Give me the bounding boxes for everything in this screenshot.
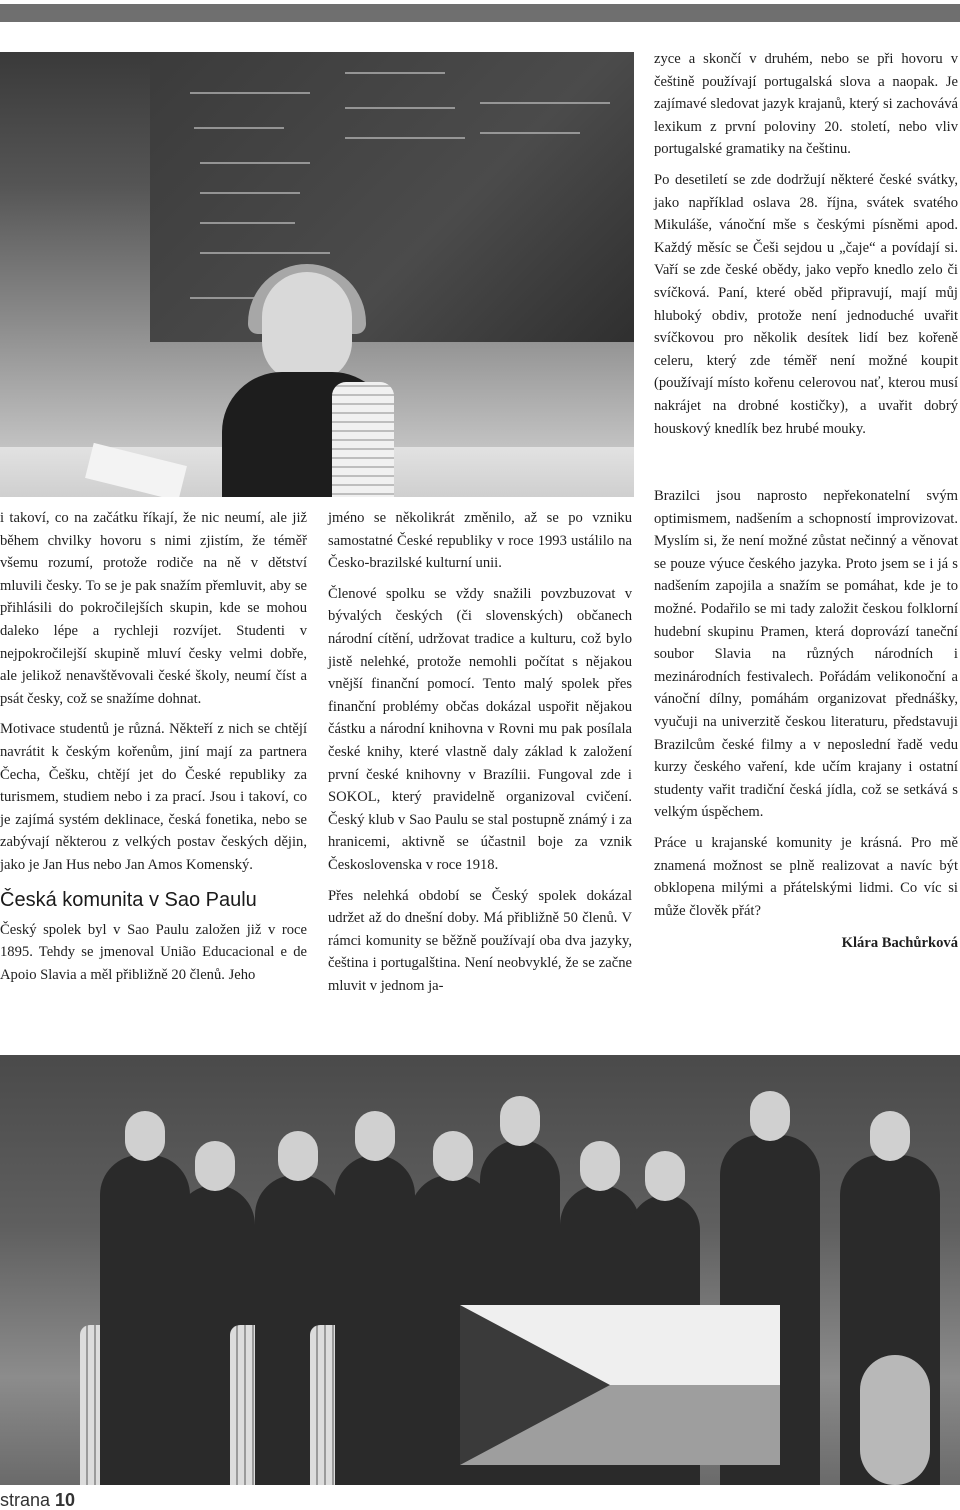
paragraph: Český spolek byl v Sao Paulu založen již v roce 1895. Tehdy se jmenoval União Educacional e de Apoio Slavia a měl přibližně 20 členů. Jeho bbox=[0, 921, 307, 983]
czech-flag-triangle bbox=[460, 1305, 610, 1465]
water-bottle bbox=[332, 382, 394, 497]
page-number: 10 bbox=[55, 1490, 76, 1510]
page-label: strana bbox=[0, 1490, 51, 1510]
folklore-group-photo bbox=[0, 1055, 960, 1485]
teacher-face bbox=[262, 272, 352, 382]
paragraph: Po desetiletí se zde dodržují některé české svátky, jako například oslava 28. října, svátek svatého Mikuláše, vánoční mše s českými písněmi apod. Každý měsíc se Češi sejdou u „čaje“ a povídají si. Vaří se zde české obědy, jako vepřo knedlo zelo či svíčková. Paní, které oběd připravují, mají můj hluboký obdiv, protože není jednoduché uvařit svíčkovou pro několik desítek lidí bez kořeně celeru, který zde téměř není možné koupit (používají místo kořenu celerovou nať, kterou musí nakrájet na drobné kostičky), a uvařit dobrý houskový knedlík bez hrubé mouky. bbox=[654, 171, 958, 437]
header-bar bbox=[0, 0, 960, 22]
paragraph: Přes nelehká období se Český spolek dokázal udržet až do dnešní doby. Má přibližně 50 členů. V rámci komunity se běžně používají oba dva jazyky, čeština i portugalština. Není neobvyklé, že se začne mluvit v jednom ja- bbox=[328, 887, 632, 994]
classroom-photo bbox=[0, 52, 634, 497]
page-footer bbox=[0, 1490, 960, 1510]
author-signature: Klára Bachůrková bbox=[841, 935, 958, 952]
paragraph: Práce u krajanské komunity je krásná. Pro mě znamená možnost se plně realizovat a navíc být obklopena milými a přátelskými lidmi. Co víc si může člověk přát? bbox=[654, 834, 958, 919]
paragraph: Motivace studentů je různá. Někteří z nich se chtějí navrátit k českým kořenům, jiní mají za partnera Čecha, Češku, chtějí jet do České republiky za turismem, studiem nebo i za prací. Jsou i takoví, co je zajímá systém deklinace, česká fonetika, nebo se zabývají některou z velkých postav českých dějin, jako je Jan Hus nebo Jan Amos Komenský. bbox=[0, 721, 307, 873]
paragraph: i takoví, co na začátku říkají, že nic neumí, ale již během chvilky hovoru s nimi zjistím, že téměř všemu rozumí, protože rodiče na ně v dětství mluvili česky. To se je pak snažím přemluvit, aby se přihlásili do pokročilejších skupin, kde se mohou daleko lépe a rychleji rozvíjet. Studenti v nejpokročilejší skupině mluví česky velmi dobře, ale jelikož nenavštěvovali české školy, neumí číst a psát česky, což se snažíme dohnat. bbox=[0, 510, 307, 707]
column-2 bbox=[328, 507, 632, 1005]
paragraph: Brazilci jsou naprosto nepřekonatelní svým optimismem, nadšením a schopností improvizovat. Myslím si, že není možné zůstat nečinný a věnovat se pouze výuce českého jazyka. Proto jsem se i já s nadšením zapojila a snažím se pomáhat, kde je to možné. Podařilo se mi tady založit českou folklorní hudební skupinu Pramen, která doprovází taneční soubor Slavia na různých národních i mezinárodních festivalech. Pořádám velikonoční a vánoční dílny, pomáhám organizovat přednášky, vyučuji na univerzitě českou literaturu, představuji Brazilcům české filmy a v neposlední řadě vedu kurzy českého vaření, kde učím krajany i ostatní studenty vařit tradiční česká jídla, což se setkává s velkým úspěchem. bbox=[654, 488, 958, 821]
chalkboard bbox=[150, 52, 634, 342]
section-heading: Česká komunita v Sao Paulu bbox=[0, 888, 257, 911]
guitar bbox=[860, 1355, 930, 1485]
paragraph: jméno se několikrát změnilo, až se po vzniku samostatné České republiky v roce 1993 ustálilo na Česko-brazilské kulturní unii. bbox=[328, 510, 632, 572]
column-3-bottom bbox=[654, 485, 958, 955]
column-1 bbox=[0, 507, 307, 994]
paragraph: Členové spolku se vždy snažili povzbuzovat v bývalých českých (či slovenských) občanech národní cítění, udržovat tradice a kulturu, což bylo jistě nelehké, protože nemohli počítat s nějakou vnější finanční pomocí. Tento malý spolek přes finanční problémy občas dokázal uspořit nějakou částku a národní knihovna v Rovni mu pak posílala české knihy, které vlastně daly základ k založení první české knihovny v Brazílii. Fungoval zde i SOKOL, který pravidelně organizoval cvičení. Český klub v Sao Paulu se stal postupně známý i za hranicemi, aktivně se účastnil boje za vznik Československa v roce 1918. bbox=[328, 585, 632, 873]
dancer-figure bbox=[335, 1155, 415, 1485]
paragraph: zyce a skončí v druhém, nebo se při hovoru v češtině používají portugalská slova a naopak. Je zajímavé sledovat jazyk krajanů, který si zachovává lexikum z první poloviny 20. století, nebo vliv portugalské gramatiky na češtinu. bbox=[654, 51, 958, 158]
column-3-top bbox=[654, 48, 958, 448]
